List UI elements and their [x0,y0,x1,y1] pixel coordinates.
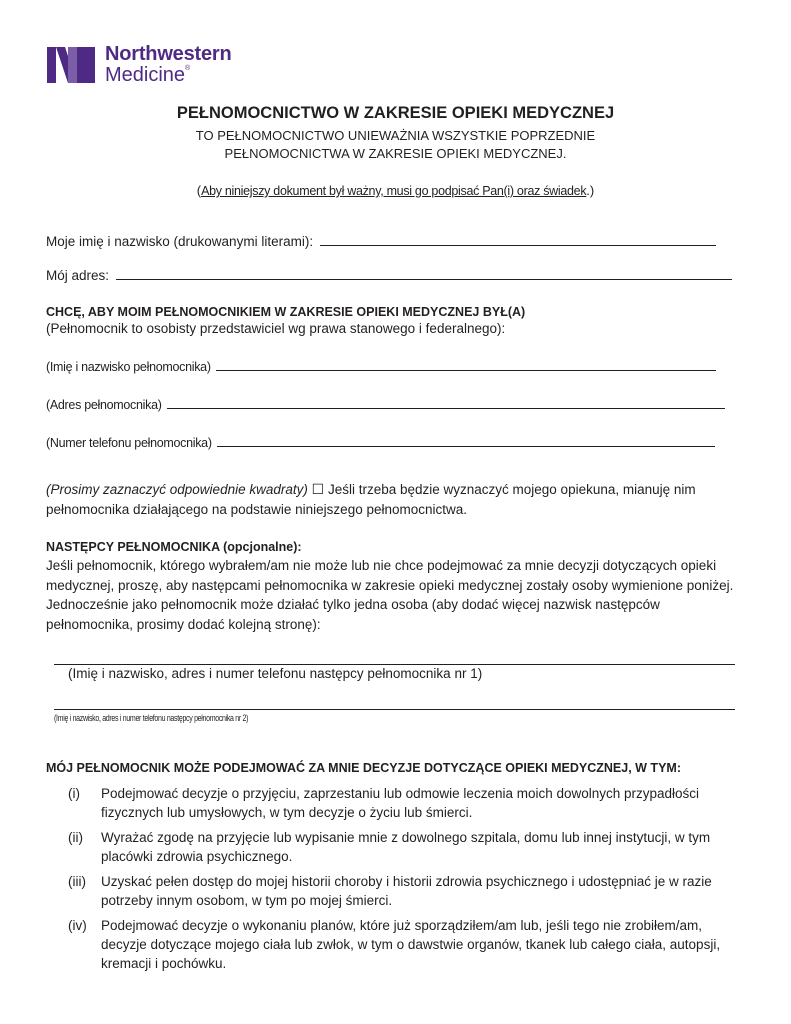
principal-name-field[interactable] [46,233,716,249]
successor-2-blank[interactable] [54,709,735,710]
agent-section-note: (Pełnomocnik to osobisty przedstawiciel wg prawa stanowego i federalnego): [46,321,506,336]
successors-heading: NASTĘPCY PEŁNOMOCNIKA (opcjonalne): [46,540,302,554]
logo-line-1: Northwestern [105,43,232,65]
agent-section-heading: CHCĘ, ABY MOIM PEŁNOMOCNIKIEM W ZAKRESIE OPIEKI MEDYCZNEJ BYŁ(A) [46,305,526,319]
guardian-clause [46,480,746,519]
agent-address-label: (Adres pełnomocnika) [46,398,162,412]
agent-name-field[interactable] [46,358,716,374]
agent-name-label: (Imię i nazwisko pełnomocnika) [46,360,211,374]
guardian-text: Jeśli trzeba będzie wyznaczyć mojego opiekuna, mianuję nim pełnomocnika działającego na podstawie niniejszego pełnomocnictwa. [46,482,696,517]
principal-address-label: Mój adres: [46,268,110,283]
validity-note: (Aby niniejszy dokument był ważny, musi go podpisać Pan(i) oraz świadek.) [196,183,595,198]
agent-phone-field[interactable] [46,434,715,450]
principal-name-blank[interactable] [320,233,716,246]
powers-list [46,784,736,979]
logo-line-2: Medicine® [105,64,191,86]
principal-name-label: Moje imię i nazwisko (drukowanymi literami): [46,234,314,249]
agent-name-blank[interactable] [216,358,716,371]
list-item: (i) Podejmować decyzje o przyjęciu, zaprzestaniu lub odmowie leczenia moich dowolnych przypadłości fizycznych lub umysłowych, w tym decyzje o życiu lub śmierci. [68,786,700,820]
successor-1-label: (Imię i nazwisko, adres i numer telefonu następcy pełnomocnika nr 1) [68,666,483,681]
principal-address-field[interactable] [46,267,732,283]
successors-text: Jeśli pełnomocnik, którego wybrałem/am nie może lub nie chce podejmować za mnie decyzji dotyczących opieki medycznej, proszę, aby następcami pełnomocnika w zakresie opieki medycznej zostały osoby wymienione poniżej. Jednocześnie jako pełnomocnik może działać tylko jedna osoba (aby dodać więcej nazwisk następców pełnomocnika, prosimy dodać kolejną stronę): [46,558,734,632]
nm-logo-mark-icon [47,47,99,83]
document-title: PEŁNOMOCNICTWO W ZAKRESIE OPIEKI MEDYCZNEJ [176,104,615,122]
successor-2-label: (Imię i nazwisko, adres i numer telefonu następcy pełnomocnika nr 2) [54,713,249,723]
list-item: (iv) Podejmować decyzje o wykonaniu planów, które już sporządziłem/am lub, jeśli tego nie zrobiłem/am, decyzje dotyczące mojego ciała lub zwłok, w tym o dawstwie organów, tkanek lub całego ciała, autopsji, kremacji i pochówku. [68,918,721,971]
powers-heading: MÓJ PEŁNOMOCNIK MOŻE PODEJMOWAĆ ZA MNIE DECYZJE DOTYCZĄCE OPIEKI MEDYCZNEJ, W TYM: [46,761,681,775]
successor-1-blank[interactable] [54,664,735,665]
list-item: (iii) Uzyskać pełen dostęp do mojej historii choroby i historii zdrowia psychicznego i udostępniać je w razie potrzeby innym osobom, w tym po mojej śmierci. [68,874,712,908]
guardian-checkbox[interactable]: ☐ [311,481,325,497]
agent-phone-blank[interactable] [217,434,715,447]
northwestern-medicine-logo [47,44,232,85]
agent-address-field[interactable] [46,396,725,412]
agent-phone-label: (Numer telefonu pełnomocnika) [46,436,212,450]
principal-address-blank[interactable] [116,267,732,280]
document-subtitle: TO PEŁNOMOCNICTWO UNIEWAŻNIA WSZYSTKIE POPRZEDNIE PEŁNOMOCNICTWA W ZAKRESIE OPIEKI MEDYCZNEJ. [195,128,596,161]
agent-address-blank[interactable] [167,396,725,409]
guardian-instruction: (Prosimy zaznaczyć odpowiednie kwadraty) [46,482,308,497]
list-item: (ii) Wyrażać zgodę na przyjęcie lub wypisanie mnie z dowolnego szpitala, domu lub innej instytucji, w tym placówki zdrowia psychicznego. [68,830,711,864]
